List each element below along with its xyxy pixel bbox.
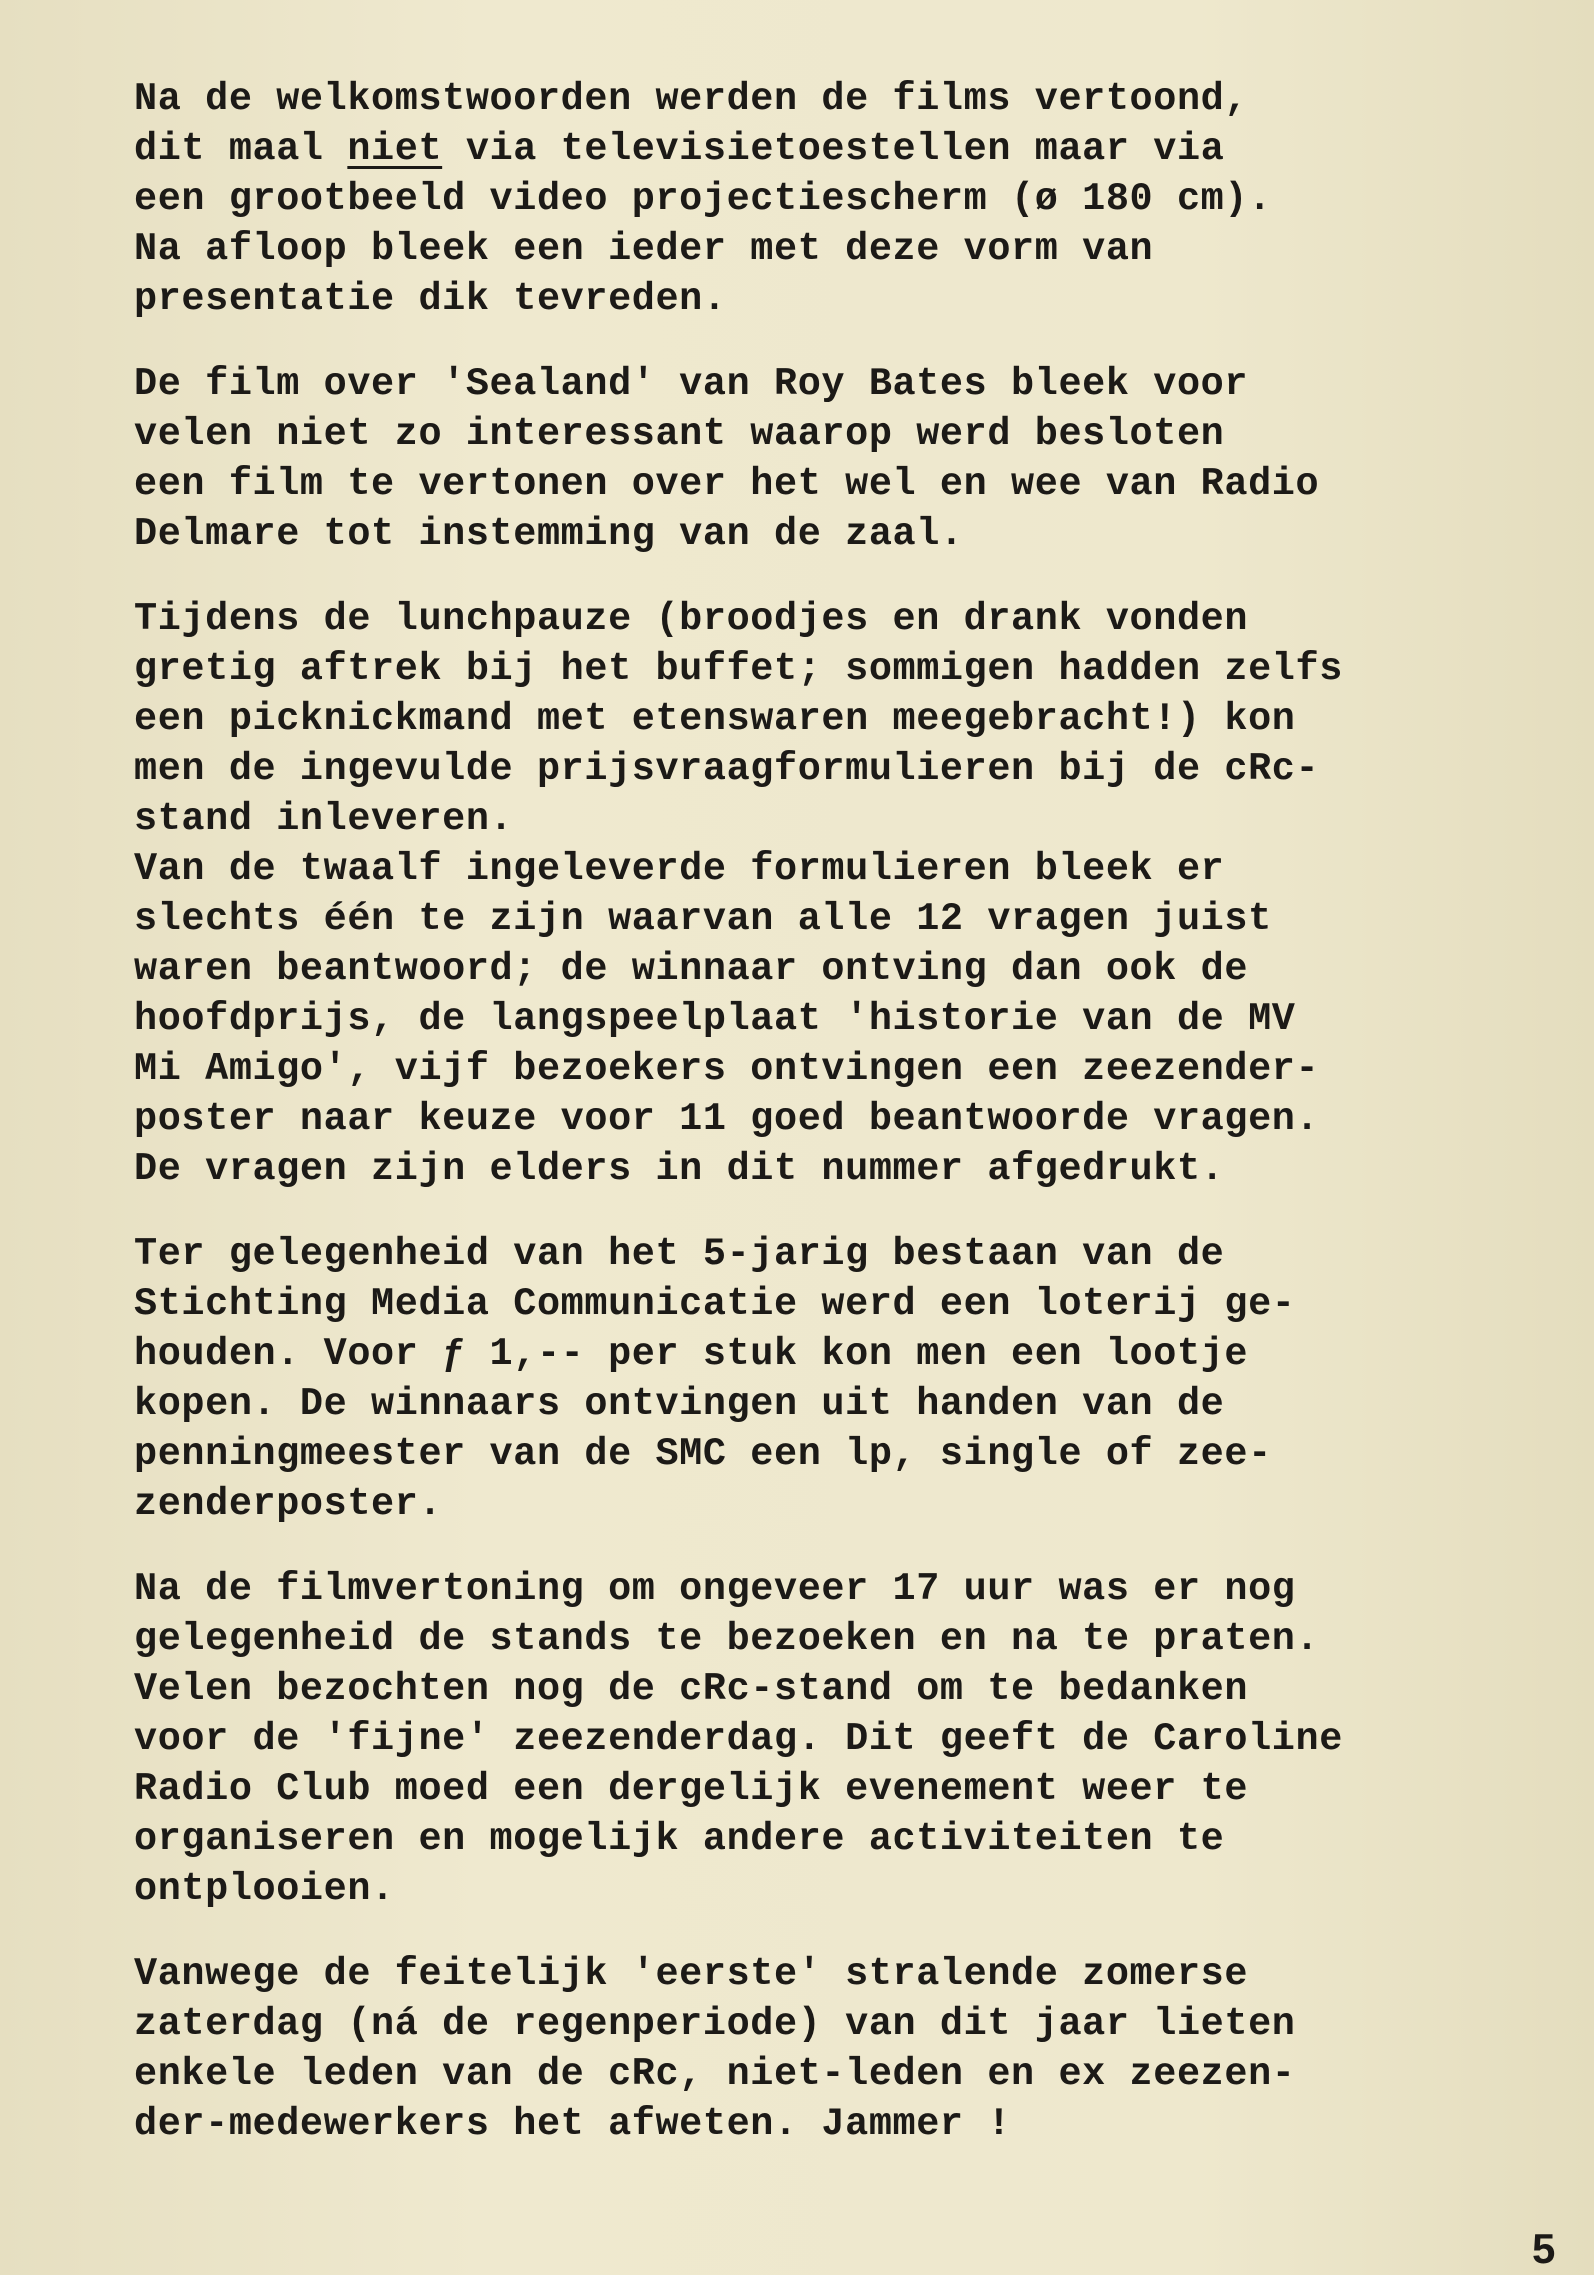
- text-line: der-medewerkers het afweten. Jammer !: [134, 2102, 1012, 2146]
- text-line: gelegenheid de stands te bezoeken en na te praten.: [134, 1617, 1320, 1661]
- text-segment: dit maal: [134, 127, 348, 171]
- text-line: Radio Club moed een dergelijk evenement weer te: [134, 1767, 1249, 1811]
- paragraph-lunch-break: [134, 594, 1514, 844]
- text-line: een grootbeeld video projectiescherm (ø 180 cm).: [134, 177, 1272, 221]
- text-line: Ter gelegenheid van het 5-jarig bestaan van de: [134, 1232, 1225, 1276]
- text-line: presentatie dik tevreden.: [134, 277, 727, 321]
- text-line: organiseren en mogelijk andere activiteiten te: [134, 1817, 1225, 1861]
- text-line: voor de 'fijne' zeezenderdag. Dit geeft de Caroline: [134, 1717, 1343, 1761]
- text-line: waren beantwoord; de winnaar ontving dan ook de: [134, 947, 1249, 991]
- paragraph-lottery: [134, 1229, 1514, 1529]
- text-line: enkele leden van de cRc, niet-leden en ex zeezen-: [134, 2052, 1296, 2096]
- text-line: slechts één te zijn waarvan alle 12 vragen juist: [134, 897, 1272, 941]
- text-line: hoofdprijs, de langspeelplaat 'historie van de MV: [134, 997, 1296, 1041]
- text-line: De vragen zijn elders in dit nummer afgedrukt.: [134, 1147, 1225, 1191]
- paragraph-absentees: [134, 1949, 1514, 2149]
- underlined-word: niet: [347, 127, 443, 171]
- article-body: [134, 74, 1514, 2184]
- text-line: Na de filmvertoning om ongeveer 17 uur was er nog: [134, 1567, 1296, 1611]
- text-line: velen niet zo interessant waarop werd besloten: [134, 412, 1225, 456]
- text-line: Vanwege de feitelijk 'eerste' stralende zomerse: [134, 1952, 1249, 1996]
- text-line: een picknickmand met etenswaren meegebracht!) kon: [134, 697, 1296, 741]
- text-line: Velen bezochten nog de cRc-stand om te bedanken: [134, 1667, 1249, 1711]
- text-line: Van de twaalf ingeleverde formulieren bleek er: [134, 847, 1225, 891]
- text-line: ontplooien.: [134, 1867, 395, 1911]
- text-segment: via televisietoestellen maar via: [442, 127, 1225, 171]
- text-line: Na afloop bleek een ieder met deze vorm van: [134, 227, 1154, 271]
- text-line: een film te vertonen over het wel en wee van Radio: [134, 462, 1320, 506]
- text-line: zenderposter.: [134, 1482, 443, 1526]
- text-line: Tijdens de lunchpauze (broodjes en drank vonden: [134, 597, 1249, 641]
- text-line: Delmare tot instemming van de zaal.: [134, 512, 964, 556]
- paragraph-quiz-results: [134, 844, 1514, 1194]
- text-line: gretig aftrek bij het buffet; sommigen hadden zelfs: [134, 647, 1343, 691]
- text-line: Na de welkomstwoorden werden de films vertoond,: [134, 77, 1249, 121]
- paragraph-sealand-film: [134, 359, 1514, 559]
- paragraph-after-screening: [134, 1564, 1514, 1914]
- text-line: houden. Voor ƒ 1,-- per stuk kon men een lootje: [134, 1332, 1249, 1376]
- text-line: [134, 124, 1514, 174]
- text-line: De film over 'Sealand' van Roy Bates bleek voor: [134, 362, 1249, 406]
- text-line: penningmeester van de SMC een lp, single of zee-: [134, 1432, 1272, 1476]
- text-line: kopen. De winnaars ontvingen uit handen van de: [134, 1382, 1225, 1426]
- text-line: men de ingevulde prijsvraagformulieren bij de cRc-: [134, 747, 1320, 791]
- text-line: Stichting Media Communicatie werd een loterij ge-: [134, 1282, 1296, 1326]
- text-line: poster naar keuze voor 11 goed beantwoorde vragen.: [134, 1097, 1320, 1141]
- text-line: stand inleveren.: [134, 797, 514, 841]
- page-number: 5: [1532, 2225, 1556, 2272]
- text-line: Mi Amigo', vijf bezoekers ontvingen een zeezender-: [134, 1047, 1320, 1091]
- text-line: zaterdag (ná de regenperiode) van dit jaar lieten: [134, 2002, 1296, 2046]
- paragraph-film-screening: [134, 74, 1514, 324]
